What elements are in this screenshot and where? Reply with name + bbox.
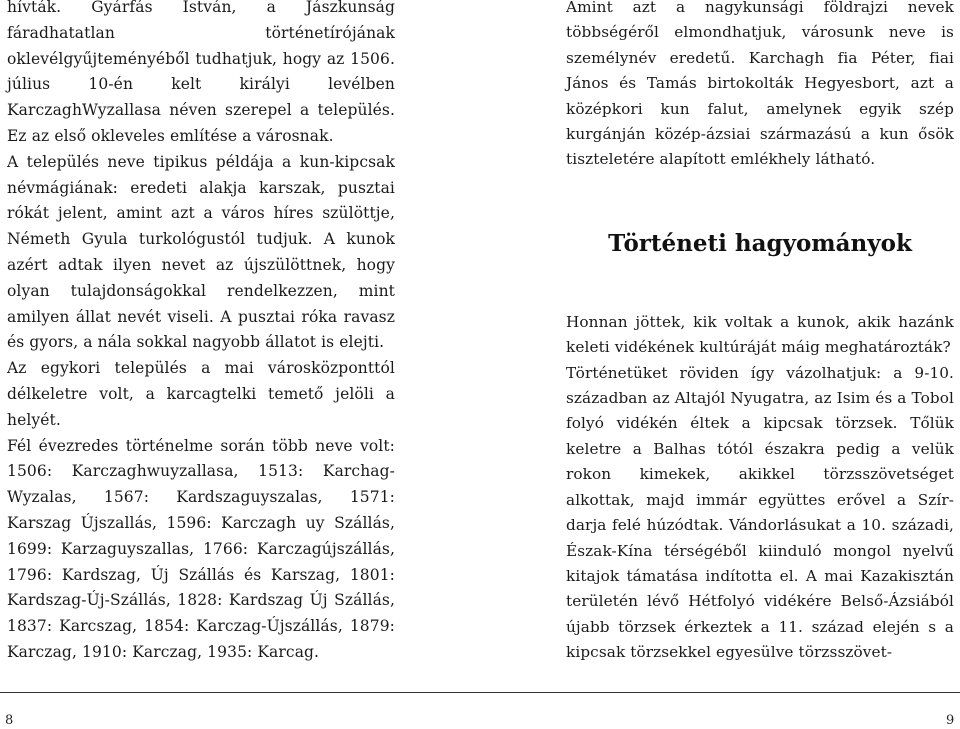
right-paragraph-1-text: Amint azt a nagykunsági földrajzi nevek többségéről elmondhatjuk, városunk neve is személynév eredetű. Karchagh fia Péter, fiai János és Tamás birtokolták Hegyesbort, azt a középkori kun falut, amelynek egyik szép kurgánján közép-ázsiai származású a kun ősök tiszteletére alapított emlékhely látható.: [566, 0, 954, 169]
page-number-right: 9: [946, 713, 955, 728]
left-paragraph-4: [7, 434, 395, 666]
right-paragraph-2: [566, 310, 954, 361]
left-paragraph-2: [7, 150, 395, 356]
left-page: [7, 0, 395, 666]
right-paragraph-1: [566, 0, 954, 173]
right-paragraph-3-text: Történetüket röviden így vázolhatjuk: a 9-10. században az Altajól Nyugatra, az Isim és a Tobol folyó vidékén éltek a kipcsak törzsek. Tőlük keletre a Balhas tótól északra pedig a velük rokon kimekek, akikkel törzsszövetséget alkottak, majd immár együttes erővel a Szír-darja felé húzódtak. Vándorlásukat a 10. századi, Észak-Kína térségéből kiinduló mongol nyelvű kitajok támatása indította el. A mai Kazakisztán területén lévő Hétfolyó vidékére Belső-Ázsiából újabb törzsek érkeztek a 11. század elején s a kipcsak törzsekkel egyesülve törzsszövet-: [566, 363, 954, 662]
left-paragraph-1-text: hívták. Gyárfás István, a Jászkunság fáradhatatlan történetírójának oklevélgyűjteményéből tudhatjuk, hogy az 1506. július 10-én kelt királyi levélben KarczaghWyzallasa néven szerepel a település. Ez az első okleveles említése a városnak.: [7, 0, 395, 145]
left-paragraph-4-text: Fél évezredes történelme során több neve volt: 1506: Karczaghwuyzallasa, 1513: Karchag-Wyzalas, 1567: Kardszaguyszalas, 1571: Karszag Újszallás, 1596: Karczagh uy Szállás, 1699: Karzaguyszallas, 1766: Karczagújszállás, 1796: Kardszag, Új Szállás és Karszag, 1801: Kardszag-Új-Szállás, 1828: Kardszag Új Szállás, 1837: Karcszag, 1854: Karczag-Újszállás, 1879: Karczag, 1910: Karczag, 1935: Karcag.: [7, 436, 395, 661]
page-number-left: 8: [5, 713, 14, 728]
right-paragraph-3: [566, 361, 954, 666]
right-paragraph-2-text: Honnan jöttek, kik voltak a kunok, akik hazánk keleti vidékének kultúráját máig meghatározták?: [566, 312, 954, 357]
left-paragraph-3-text: Az egykori település a mai városközponttól délkeletre volt, a karcagtelki temető jelöli a helyét.: [7, 359, 395, 429]
left-paragraph-2-text: A település neve tipikus példája a kun-kipcsak névmágiának: eredeti alakja karszak, pusztai rókát jelent, amint azt a város híres szülöttje, Németh Gyula turkológustól tudjuk. A kunok azért adtak ilyen nevet az újszülöttnek, hogy olyan tulajdonságokkal rendelkezzen, mint amilyen állat nevét viseli. A pusztai róka ravasz és gyors, a nála sokkal nagyobb állatot is elejti.: [7, 152, 395, 352]
footer-divider: [0, 692, 960, 693]
right-page: [566, 0, 954, 666]
left-paragraph-1: [7, 0, 395, 150]
left-paragraph-3: [7, 356, 395, 433]
section-heading: Történeti hagyományok: [608, 229, 912, 257]
